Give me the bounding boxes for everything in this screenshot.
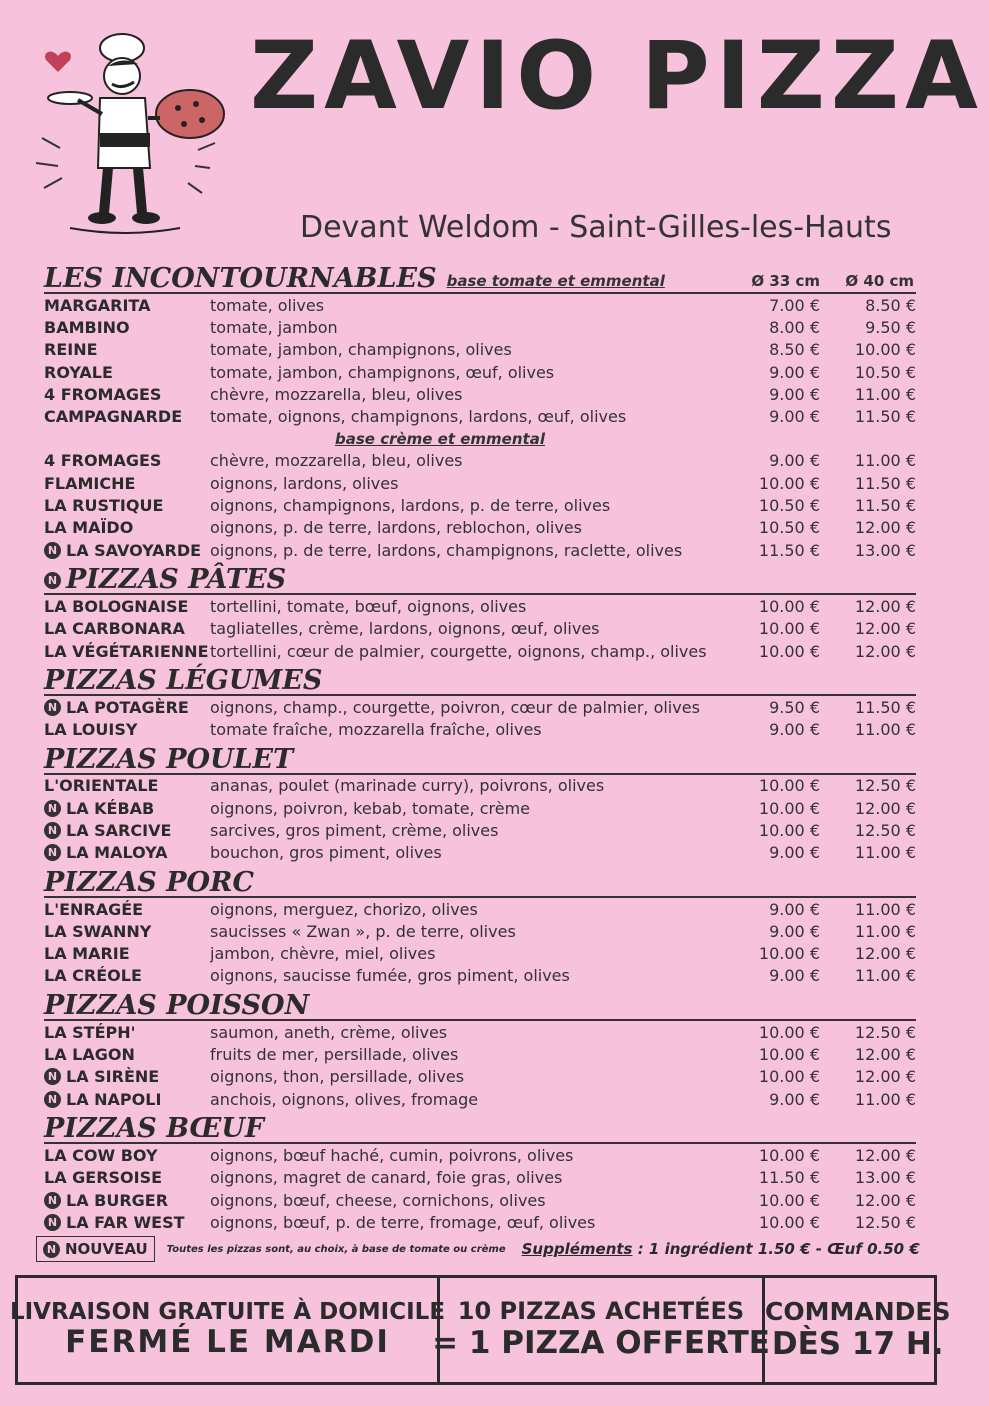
pizza-ingredients: oignons, thon, persillade, olives <box>210 1067 465 1087</box>
price-40cm: 13.00 € <box>854 540 916 560</box>
pizza-name <box>44 296 210 315</box>
menu-item-row <box>44 943 916 965</box>
section-title: PIZZAS POISSON <box>44 990 310 1022</box>
price-40cm: 13.00 € <box>854 1168 916 1188</box>
pizza-ingredients: tomate, olives <box>210 295 325 315</box>
pizza-name-text: LA VÉGÉTARIENNE <box>44 641 209 661</box>
price-40cm: 12.00 € <box>854 596 916 616</box>
nouveau-legend <box>36 1236 155 1262</box>
pizza-name-text: LA GERSOISE <box>44 1168 163 1188</box>
pizza-name <box>44 799 210 818</box>
new-badge-icon: N <box>44 1192 61 1209</box>
delivery-text: LIVRAISON GRATUITE À DOMICILE <box>9 1298 446 1325</box>
menu-item-row <box>44 1144 916 1166</box>
menu-item-row <box>44 920 916 942</box>
menu-item-row <box>44 1189 916 1211</box>
pizza-name <box>44 1191 210 1210</box>
pizza-name <box>44 518 210 537</box>
menu-item-row <box>44 294 916 316</box>
section-header <box>44 662 916 696</box>
pizza-ingredients: tomate, jambon, champignons, œuf, olives <box>210 362 555 382</box>
menu-section <box>44 662 916 741</box>
pizza-name <box>44 363 210 382</box>
price-40cm: 12.00 € <box>854 1190 916 1210</box>
price-40cm: 12.00 € <box>854 641 916 661</box>
pizza-name-text: LA CARBONARA <box>44 619 185 639</box>
section-title: PIZZAS LÉGUMES <box>44 665 323 697</box>
pizza-name-text: LA MALOYA <box>66 843 168 863</box>
pizza-ingredients: jambon, chèvre, miel, olives <box>210 944 436 964</box>
size-header-33cm: Ø 33 cm <box>751 272 820 290</box>
pizza-name-text: L'ORIENTALE <box>44 776 159 796</box>
pizza-ingredients: ananas, poulet (marinade curry), poivrons, olives <box>210 776 605 796</box>
menu-item-row <box>44 1211 916 1233</box>
price-33cm: 8.00 € <box>769 317 820 337</box>
footer-delivery-cell <box>9 1278 446 1382</box>
menu-item-row <box>44 842 916 864</box>
pizza-name <box>44 340 210 359</box>
menu-item-row <box>44 718 916 740</box>
menu-item-row <box>44 539 916 561</box>
menu-section <box>44 260 916 561</box>
price-40cm: 11.00 € <box>854 1089 916 1109</box>
new-badge-icon: N <box>44 800 61 817</box>
price-40cm: 11.00 € <box>854 899 916 919</box>
price-33cm: 8.50 € <box>769 340 820 360</box>
offer-line-1: 10 PIZZAS ACHETÉES <box>457 1297 745 1326</box>
price-33cm: 9.00 € <box>769 720 820 740</box>
section-title: PIZZAS PÂTES <box>66 564 287 596</box>
price-40cm: 12.00 € <box>854 1067 916 1087</box>
price-33cm: 10.50 € <box>758 518 820 538</box>
supplements-note <box>522 1240 920 1258</box>
pizza-name-text: LA MAÏDO <box>44 518 134 538</box>
price-33cm: 9.00 € <box>769 362 820 382</box>
menu-item-row <box>44 797 916 819</box>
pizza-ingredients: saumon, aneth, crème, olives <box>210 1022 448 1042</box>
legend-bar <box>36 1236 920 1262</box>
menu-item-row <box>44 1043 916 1065</box>
price-40cm: 12.00 € <box>854 798 916 818</box>
menu-item-row <box>44 494 916 516</box>
pizza-name <box>44 407 210 426</box>
price-40cm: 11.00 € <box>854 966 916 986</box>
price-33cm: 10.00 € <box>758 596 820 616</box>
price-40cm: 10.00 € <box>854 340 916 360</box>
new-badge-icon: N <box>44 699 61 716</box>
pizza-name-text: LA BURGER <box>66 1190 169 1210</box>
new-badge-icon: N <box>44 1214 61 1231</box>
new-badge-icon: N <box>44 542 61 559</box>
pizza-name <box>44 1168 210 1187</box>
pizza-ingredients: chèvre, mozzarella, bleu, olives <box>210 384 463 404</box>
menu-item-row <box>44 1088 916 1110</box>
restaurant-location: Devant Weldom - Saint-Gilles-les-Hauts <box>300 210 892 245</box>
new-badge-icon: N <box>44 844 61 861</box>
pizza-name <box>44 966 210 985</box>
pizza-name-text: MARGARITA <box>44 295 151 315</box>
pizza-name <box>44 474 210 493</box>
pizza-ingredients: tomate fraîche, mozzarella fraîche, olives <box>210 720 542 740</box>
section-header <box>44 741 916 775</box>
section-title: LES INCONTOURNABLES <box>44 263 437 294</box>
restaurant-title: ZAVIO PIZZA <box>250 22 984 131</box>
price-33cm: 10.00 € <box>758 944 820 964</box>
pizza-name-text: LA KÉBAB <box>66 798 155 818</box>
pizza-name <box>44 1023 210 1042</box>
pizza-name-text: FLAMICHE <box>44 473 136 493</box>
price-33cm: 9.00 € <box>769 384 820 404</box>
pizza-ingredients: oignons, champ., courgette, poivron, cœur de palmier, olives <box>210 697 700 717</box>
pizza-name <box>44 776 210 795</box>
footer-orders-cell <box>765 1278 950 1382</box>
section-title: PIZZAS POULET <box>44 743 294 775</box>
menu-section <box>44 741 916 864</box>
orders-line-1: COMMANDES <box>765 1296 951 1326</box>
pizza-name <box>44 843 210 862</box>
price-40cm: 12.50 € <box>854 1022 916 1042</box>
price-40cm: 12.00 € <box>854 518 916 538</box>
pizza-name-text: LA LAGON <box>44 1045 135 1065</box>
price-33cm: 10.00 € <box>758 473 820 493</box>
pizza-ingredients: oignons, lardons, olives <box>210 473 399 493</box>
price-33cm: 10.00 € <box>758 1212 820 1232</box>
pizza-name <box>44 597 210 616</box>
pizza-ingredients: anchois, oignons, olives, fromage <box>210 1089 479 1109</box>
price-33cm: 9.00 € <box>769 451 820 471</box>
price-40cm: 11.50 € <box>854 697 916 717</box>
price-33cm: 10.00 € <box>758 619 820 639</box>
pizza-name-text: LA SIRÈNE <box>66 1067 160 1087</box>
price-40cm: 12.50 € <box>854 820 916 840</box>
nouveau-label: NOUVEAU <box>65 1240 148 1258</box>
menu-item-row <box>44 898 916 920</box>
menu-item-row <box>44 1167 916 1189</box>
section-title: PIZZAS PORC <box>44 866 254 898</box>
pizza-name-text: REINE <box>44 340 98 360</box>
pizza-name <box>44 1090 210 1109</box>
menu-item-row <box>44 595 916 617</box>
pizza-name-text: LA STÉPH' <box>44 1022 136 1042</box>
chef-mascot-illustration <box>30 18 225 238</box>
pizza-ingredients: sarcives, gros piment, crème, olives <box>210 820 499 840</box>
price-33cm: 11.50 € <box>758 540 820 560</box>
pizza-ingredients: oignons, saucisse fumée, gros piment, olives <box>210 966 570 986</box>
menu-item-row <box>44 517 916 539</box>
pizza-name <box>44 385 210 404</box>
menu-section <box>44 1110 916 1233</box>
menu-item-row <box>44 1066 916 1088</box>
section-title: PIZZAS BŒUF <box>44 1113 265 1145</box>
section-header <box>44 1110 916 1144</box>
pizza-name <box>44 698 210 717</box>
price-40cm: 10.50 € <box>854 362 916 382</box>
pizza-ingredients: oignons, merguez, chorizo, olives <box>210 899 478 919</box>
pizza-name <box>44 944 210 963</box>
pizza-name <box>44 1213 210 1232</box>
pizza-name <box>44 451 210 470</box>
price-40cm: 9.50 € <box>865 317 916 337</box>
pizza-name-text: LA LOUISY <box>44 720 138 740</box>
pizza-name-text: ROYALE <box>44 362 113 382</box>
menu-item-row <box>44 383 916 405</box>
menu-item-row <box>44 316 916 338</box>
pizza-name-text: LA SAVOYARDE <box>66 540 202 560</box>
pizza-name <box>44 642 210 661</box>
pizza-name <box>44 496 210 515</box>
offer-line-2: = 1 PIZZA OFFERTE <box>432 1324 770 1361</box>
section-base-note: base tomate et emmental <box>446 272 665 290</box>
price-33cm: 10.00 € <box>758 1190 820 1210</box>
footer-box <box>9 1275 951 1385</box>
pizza-name-text: CAMPAGNARDE <box>44 407 183 427</box>
pizza-ingredients: oignons, champignons, lardons, p. de terre, olives <box>210 496 611 516</box>
size-header-40cm: Ø 40 cm <box>845 272 914 290</box>
pizza-ingredients: tortellini, cœur de palmier, courgette, oignons, champ., olives <box>210 641 707 661</box>
menu-item-row <box>44 819 916 841</box>
pizza-ingredients: tomate, jambon, champignons, olives <box>210 340 512 360</box>
pizza-name <box>44 1146 210 1165</box>
menu-item-row <box>44 775 916 797</box>
pizza-name <box>44 1067 210 1086</box>
price-40cm: 11.00 € <box>854 843 916 863</box>
pizza-ingredients: oignons, magret de canard, foie gras, olives <box>210 1168 563 1188</box>
pizza-name-text: LA POTAGÈRE <box>66 697 189 717</box>
price-40cm: 11.00 € <box>854 720 916 740</box>
sub-base-note: base crème et emmental <box>335 429 545 448</box>
pizza-ingredients: tomate, jambon <box>210 317 338 337</box>
price-33cm: 9.00 € <box>769 407 820 427</box>
price-40cm: 12.00 € <box>854 1045 916 1065</box>
pizza-name-text: LA BOLOGNAISE <box>44 596 189 616</box>
menu-item-row <box>44 696 916 718</box>
pizza-name-text: LA CRÉOLE <box>44 966 142 986</box>
menu-item-row <box>44 965 916 987</box>
supplements-label: Suppléments <box>521 1240 633 1258</box>
price-40cm: 12.00 € <box>854 944 916 964</box>
pizza-ingredients: tomate, oignons, champignons, lardons, œuf, olives <box>210 407 627 427</box>
pizza-ingredients: oignons, p. de terre, lardons, reblochon, olives <box>210 518 583 538</box>
new-badge-icon: N <box>44 1068 61 1085</box>
menu-section <box>44 864 916 987</box>
price-33cm: 9.00 € <box>769 1089 820 1109</box>
section-header <box>44 864 916 898</box>
price-40cm: 11.50 € <box>854 407 916 427</box>
price-33cm: 10.00 € <box>758 776 820 796</box>
section-header <box>44 260 916 294</box>
pizza-name-text: 4 FROMAGES <box>44 384 162 404</box>
base-choice-note: Toutes les pizzas sont, au choix, à base de tomate ou crème <box>166 1243 506 1255</box>
pizza-name <box>44 541 210 560</box>
pizza-ingredients: bouchon, gros piment, olives <box>210 843 442 863</box>
menu-list <box>44 260 916 1234</box>
pizza-name-text: LA RUSTIQUE <box>44 496 164 516</box>
price-33cm: 10.00 € <box>758 1045 820 1065</box>
price-40cm: 11.50 € <box>854 496 916 516</box>
menu-item-row <box>44 1021 916 1043</box>
pizza-name <box>44 318 210 337</box>
pizza-ingredients: oignons, poivron, kebab, tomate, crème <box>210 798 531 818</box>
pizza-name <box>44 821 210 840</box>
new-badge-icon: N <box>44 822 61 839</box>
new-badge-icon: N <box>44 1091 61 1108</box>
pizza-ingredients: tortellini, tomate, bœuf, oignons, olives <box>210 596 527 616</box>
menu-item-row <box>44 618 916 640</box>
pizza-name <box>44 900 210 919</box>
pizza-name-text: LA FAR WEST <box>66 1212 185 1232</box>
pizza-ingredients: oignons, bœuf, cheese, cornichons, olives <box>210 1190 546 1210</box>
pizza-name-text: LA SWANNY <box>44 921 152 941</box>
pizza-name <box>44 619 210 638</box>
pizza-name-text: BAMBINO <box>44 317 130 337</box>
price-33cm: 11.50 € <box>758 1168 820 1188</box>
footer-offer-cell <box>432 1278 770 1382</box>
price-40cm: 11.50 € <box>854 473 916 493</box>
price-33cm: 9.50 € <box>769 697 820 717</box>
price-40cm: 11.00 € <box>854 384 916 404</box>
price-40cm: 8.50 € <box>865 295 916 315</box>
pizza-name <box>44 720 210 739</box>
pizza-name-text: LA COW BOY <box>44 1145 158 1165</box>
price-33cm: 10.00 € <box>758 798 820 818</box>
price-40cm: 11.00 € <box>854 921 916 941</box>
orders-line-2: DÈS 17 H. <box>771 1325 944 1362</box>
section-header <box>44 987 916 1021</box>
price-33cm: 9.00 € <box>769 966 820 986</box>
pizza-name-text: L'ENRAGÉE <box>44 899 144 919</box>
sub-base-row <box>44 428 916 450</box>
menu-item-row <box>44 361 916 383</box>
price-33cm: 9.00 € <box>769 899 820 919</box>
closed-day-text: FERMÉ LE MARDI <box>65 1324 390 1361</box>
menu-section <box>44 987 916 1110</box>
new-badge-icon: N <box>43 1241 60 1258</box>
price-33cm: 9.00 € <box>769 921 820 941</box>
price-33cm: 10.00 € <box>758 1145 820 1165</box>
price-33cm: 10.50 € <box>758 496 820 516</box>
price-40cm: 12.00 € <box>854 1145 916 1165</box>
pizza-name-text: 4 FROMAGES <box>44 451 162 471</box>
price-33cm: 10.00 € <box>758 641 820 661</box>
price-33cm: 7.00 € <box>769 295 820 315</box>
price-33cm: 10.00 € <box>758 1067 820 1087</box>
new-badge-icon: N <box>44 572 61 589</box>
pizza-name-text: LA MARIE <box>44 944 130 964</box>
pizza-name <box>44 1045 210 1064</box>
menu-item-row <box>44 339 916 361</box>
pizza-ingredients: oignons, bœuf, p. de terre, fromage, œuf, olives <box>210 1212 596 1232</box>
pizza-ingredients: oignons, p. de terre, lardons, champignons, raclette, olives <box>210 540 683 560</box>
menu-item-row <box>44 405 916 427</box>
menu-item-row <box>44 472 916 494</box>
price-33cm: 10.00 € <box>758 1022 820 1042</box>
pizza-ingredients: oignons, bœuf haché, cumin, poivrons, olives <box>210 1145 574 1165</box>
menu-section <box>44 561 916 662</box>
price-40cm: 11.00 € <box>854 451 916 471</box>
pizza-ingredients: saucisses « Zwan », p. de terre, olives <box>210 921 516 941</box>
price-33cm: 9.00 € <box>769 843 820 863</box>
supplements-text: : 1 ingrédient 1.50 € - Œuf 0.50 € <box>632 1240 920 1258</box>
pizza-ingredients: tagliatelles, crème, lardons, oignons, œuf, olives <box>210 619 600 639</box>
price-33cm: 10.00 € <box>758 820 820 840</box>
price-40cm: 12.00 € <box>854 619 916 639</box>
price-40cm: 12.50 € <box>854 776 916 796</box>
price-40cm: 12.50 € <box>854 1212 916 1232</box>
menu-item-row <box>44 450 916 472</box>
pizza-name-text: LA NAPOLI <box>66 1089 162 1109</box>
section-header <box>44 561 916 595</box>
pizza-ingredients: fruits de mer, persillade, olives <box>210 1045 459 1065</box>
pizza-name-text: LA SARCIVE <box>66 820 172 840</box>
pizza-name <box>44 922 210 941</box>
pizza-ingredients: chèvre, mozzarella, bleu, olives <box>210 451 463 471</box>
menu-item-row <box>44 640 916 662</box>
